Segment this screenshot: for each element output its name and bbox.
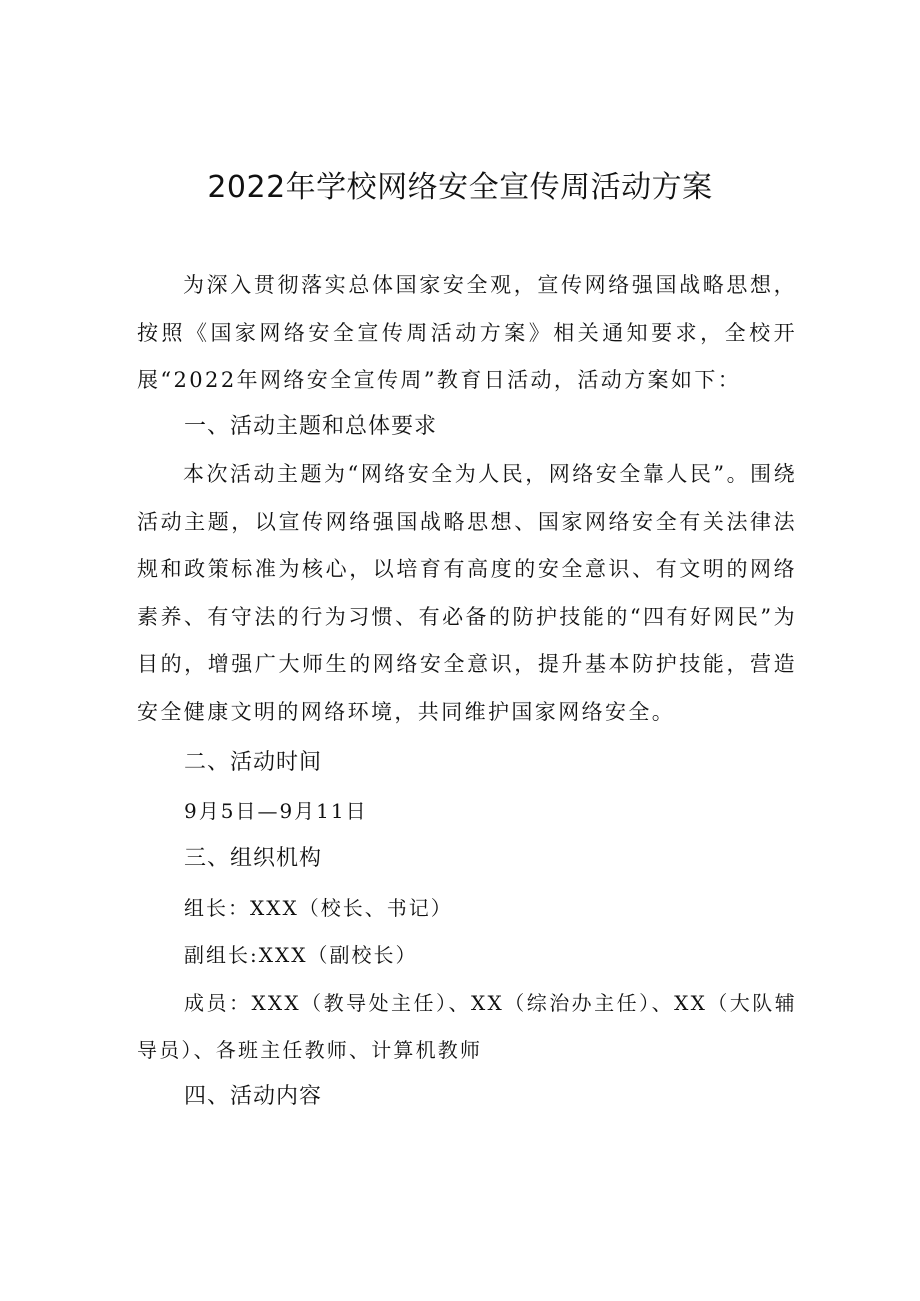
section-3-heading: 三、组织机构 (184, 846, 323, 871)
intro-paragraph: 为深入贯彻落实总体国家安全观，宣传网络强国战略思想，按照《国家网络安全宣传周活动方案》相关通知要求，全校开展“2022年网络安全宣传周”教育日活动，活动方案如下： (137, 273, 797, 392)
section-4-heading: 四、活动内容 (184, 1084, 323, 1109)
section-1-heading: 一、活动主题和总体要求 (184, 414, 438, 439)
deputy-leader: 副组长:XXX（副校长） (184, 943, 418, 967)
document-title: 2022年学校网络安全宣传周活动方案 (207, 170, 713, 205)
section-2-heading: 二、活动时间 (184, 750, 323, 775)
activity-time: 9月5日—9月11日 (184, 799, 368, 823)
section-1-paragraph: 本次活动主题为“网络安全为人民，网络安全靠人民”。围绕活动主题，以宣传网络强国战略思想、国家网络安全有关法律法规和政策标准为核心，以培育有高度的安全意识、有文明的网络素养、有守法的行为习惯、有必备的防护技能的“四有好网民”为目的，增强广大师生的网络安全意识，提升基本防护技能，营造安全健康文明的网络环境，共同维护国家网络安全。 (137, 462, 797, 724)
group-members: 成员：XXX（教导处主任）、XX（综治办主任）、XX（大队辅导员）、各班主任教师、计算机教师 (137, 991, 797, 1062)
group-leader: 组长：XXX（校长、书记） (184, 896, 453, 920)
